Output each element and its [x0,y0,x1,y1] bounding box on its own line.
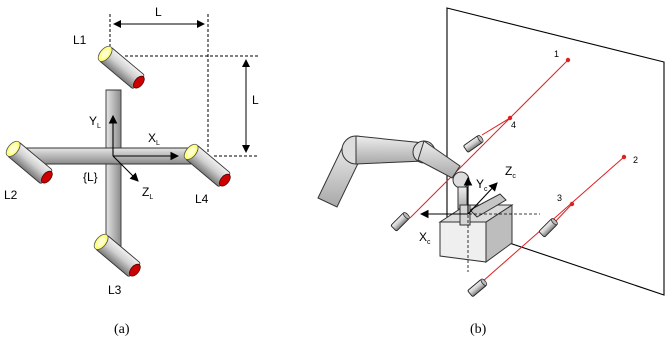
spot-label-1: 1 [554,49,560,59]
spot-label-4: 4 [511,120,517,130]
arm-wrist-joint [453,172,469,188]
spot-label-3: 3 [557,193,563,203]
panel-a [4,5,259,337]
laser-emitter-1 [391,212,411,232]
spot-label-2: 2 [633,155,639,165]
caption-b: (b) [470,322,487,337]
axis-z-c-label: $Z_c$ [505,164,516,180]
laser-emitter-2 [468,278,488,297]
axis-x-c-label: $X_c$ [419,230,431,246]
laser-label-l4: L4 [195,192,209,206]
laser-label-l2: L2 [4,188,18,202]
panel-b [318,8,664,337]
axis-y-c-label: $Y_c$ [476,177,488,193]
axis-x-l-label: $X_L$ [148,131,160,147]
frame-l-label: {L} [83,170,98,184]
laser-l1 [96,44,148,92]
dimension-label-right: L [252,93,259,107]
dimension-label-top: L [155,5,162,19]
laser-label-l1: L1 [73,33,87,47]
robot-arm [318,136,469,209]
laser-label-l3: L3 [108,283,122,297]
axis-z-l-label: $Z_L$ [142,185,154,201]
laser-l4 [182,142,234,190]
axis-y-l-label: $Y_L$ [89,114,101,130]
caption-a: (a) [114,322,130,337]
